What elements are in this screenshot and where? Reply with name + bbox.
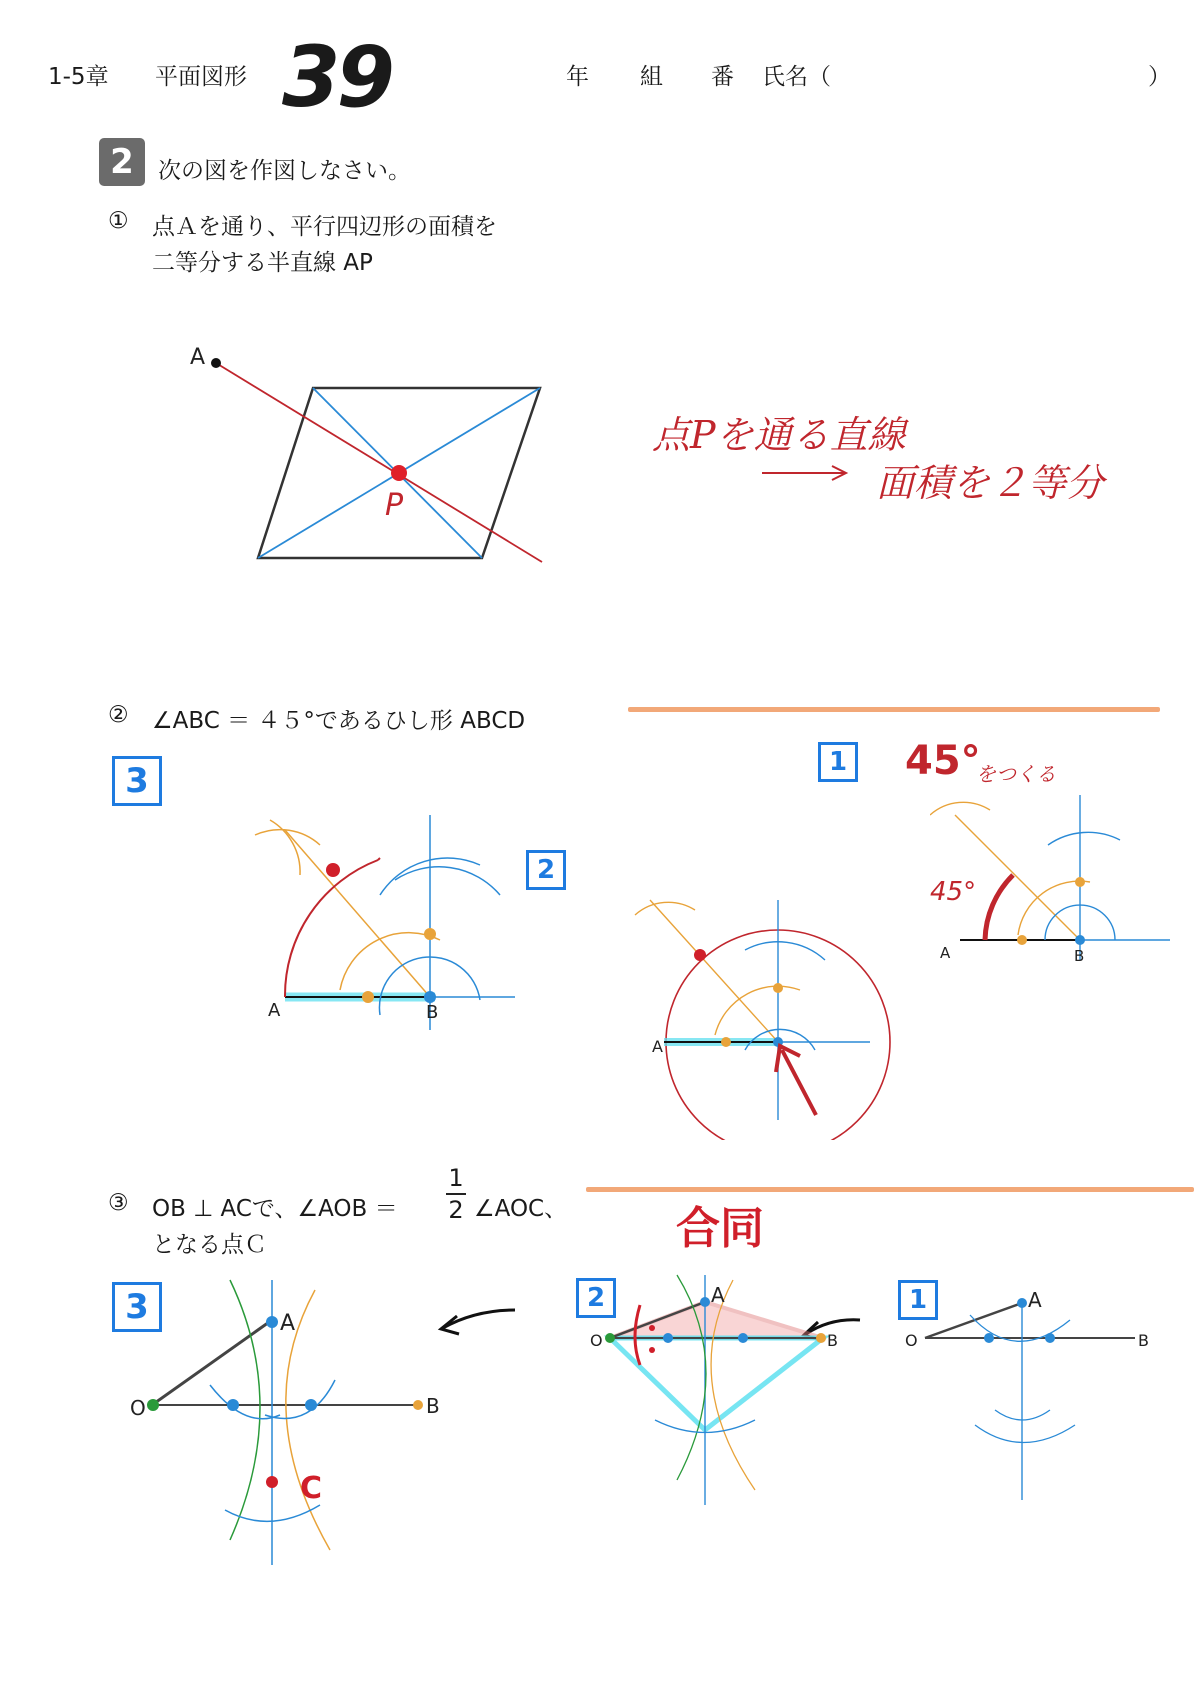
fraction-numerator: 1 (448, 1164, 464, 1192)
part3-marker: ③ (108, 1190, 129, 1216)
label-o-2: O (590, 1331, 603, 1350)
part1-text-line1: 点Ａを通り、平行四辺形の面積を (152, 214, 497, 240)
name-label: 氏名（ (762, 64, 831, 90)
part3-text-after: ∠AOC、 (474, 1196, 568, 1222)
label-a-3: A (940, 944, 951, 962)
fraction-denominator: 2 (448, 1196, 464, 1224)
fraction-one-half (446, 1166, 466, 1222)
label-a-2: A (711, 1283, 725, 1307)
point-a (211, 358, 221, 368)
label-b-3: B (1138, 1331, 1149, 1350)
note-through-p: 点Pを通る直線 (652, 413, 906, 457)
chapter-label: 1-5章 (48, 64, 109, 90)
point-c-step3-figure (120, 1270, 460, 1570)
label-b-3: B (1074, 947, 1085, 965)
part1-marker: ① (108, 208, 129, 234)
question-badge: 2 (99, 138, 145, 186)
label-a: A (280, 1311, 296, 1336)
name-close-paren: ） (1148, 64, 1171, 90)
class-label: 組 (640, 64, 663, 90)
label-o-3: O (905, 1331, 918, 1350)
angle-45-figure (930, 790, 1180, 970)
part3-text-line2: となる点Ｃ (152, 1232, 267, 1258)
point-c-step1-figure (900, 1285, 1160, 1515)
step-box-3b: 3 (112, 1282, 162, 1332)
point-c-step2-figure (585, 1270, 855, 1520)
label-c: C (300, 1471, 323, 1506)
step-box-2: 2 (526, 850, 566, 890)
label-a-3: A (1028, 1288, 1042, 1312)
label-a: A (268, 1000, 281, 1021)
label-o: O (130, 1396, 146, 1420)
parallelogram-figure (180, 330, 570, 570)
step-box-1: 1 (818, 742, 858, 782)
angle-45-label: 45° (930, 877, 977, 907)
label-a: A (190, 345, 206, 370)
note-arrow (760, 462, 850, 484)
step-box-2b: 2 (576, 1278, 616, 1318)
step-box-1b: 1 (898, 1280, 938, 1320)
step-box-3: 3 (112, 756, 162, 806)
label-p: P (385, 488, 404, 523)
rhombus-step3-figure (230, 800, 530, 1040)
label-a-2: A (652, 1037, 663, 1056)
topic-label: 平面図形 (155, 64, 247, 90)
label-b-2: B (827, 1331, 838, 1350)
part2-text: ∠ABC ＝ ４５°であるひし形 ABCD (152, 708, 526, 734)
part3-text-before: OB ⊥ ACで、∠AOB ＝ (152, 1196, 398, 1222)
note-make: をつくる (976, 762, 1056, 786)
ray-ap (216, 363, 542, 562)
rhombus-step2-figure (630, 880, 900, 1140)
year-label: 年 (566, 64, 589, 90)
label-b: B (426, 1002, 439, 1023)
worksheet-number: 39 (282, 28, 391, 126)
question-instruction: 次の図を作図しなさい。 (158, 158, 411, 184)
congruent-note: 合同 (676, 1203, 764, 1254)
seat-label: 番 (711, 64, 734, 90)
label-b: B (426, 1394, 440, 1418)
point-p (391, 465, 407, 481)
note-45: 45° (905, 738, 981, 784)
part1-text-line2: 二等分する半直線 AP (152, 250, 373, 276)
note-bisect-area: 面積を２等分 (876, 461, 1105, 505)
divider-1 (628, 707, 1160, 712)
part2-marker: ② (108, 702, 129, 728)
